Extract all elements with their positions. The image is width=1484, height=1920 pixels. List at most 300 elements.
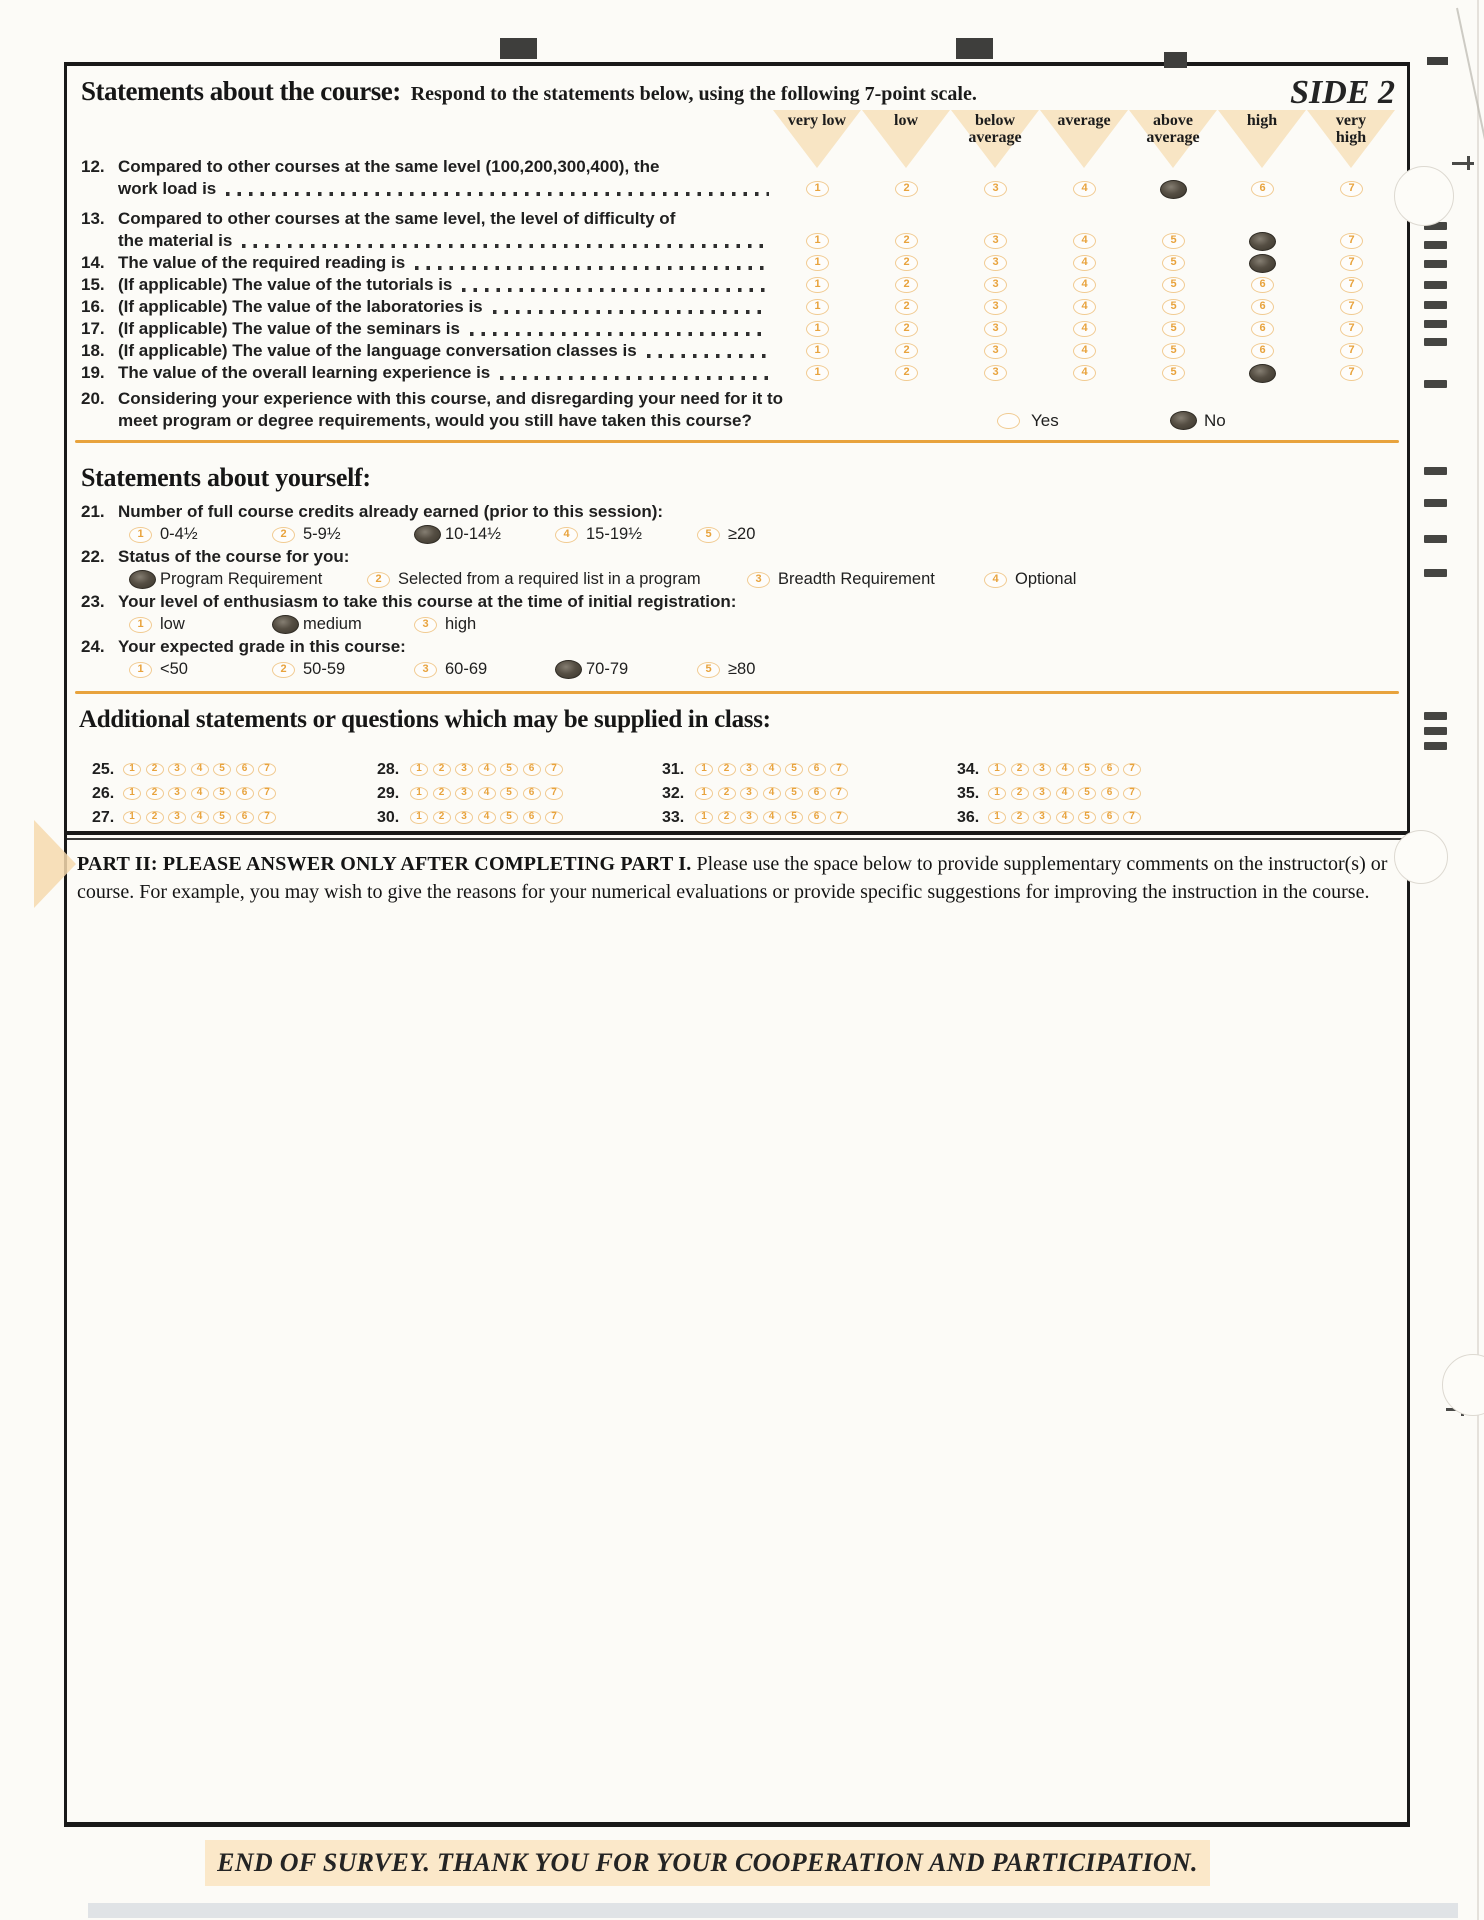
answer-bubble-2[interactable]: 2 <box>718 787 736 800</box>
question-number: 30. <box>377 809 400 826</box>
answer-bubble-7[interactable]: 7 <box>1340 321 1363 337</box>
answer-bubble-2[interactable]: 2 <box>433 763 451 776</box>
answer-bubble-1[interactable]: 1 <box>806 233 829 249</box>
option-bubble-5[interactable]: 5 <box>697 662 720 678</box>
answer-bubble-6[interactable]: 6 <box>1101 811 1119 824</box>
scale-header <box>67 112 1407 156</box>
registration-mark <box>1427 57 1448 65</box>
answer-bubble-6[interactable]: 6 <box>1251 277 1274 293</box>
timing-mark <box>1424 727 1447 735</box>
answer-bubble-6[interactable]: 6 <box>808 787 826 800</box>
option-label: high <box>445 615 477 633</box>
answer-bubble-1[interactable]: 1 <box>410 811 428 824</box>
question-number: 12. <box>81 157 105 176</box>
answer-bubble-4[interactable]: 4 <box>191 787 209 800</box>
answer-bubble-2[interactable]: 2 <box>895 233 918 249</box>
answer-bubble-5[interactable]: 5 <box>1078 787 1096 800</box>
additional-grid <box>67 760 1407 828</box>
additional-header: Additional statements or questions which may be supplied in class: <box>79 706 771 733</box>
answer-bubble-1[interactable]: 1 <box>695 787 713 800</box>
answer-bubble-3[interactable]: 3 <box>984 365 1007 381</box>
question-number: 33. <box>662 809 685 826</box>
answer-bubble-1[interactable]: 1 <box>806 365 829 381</box>
answer-bubble-3[interactable]: 3 <box>984 181 1007 197</box>
answer-bubble-1[interactable]: 1 <box>123 811 141 824</box>
answer-bubble-3[interactable]: 3 <box>984 277 1007 293</box>
question-text: Compared to other courses at the same level, the level of difficulty of <box>118 209 676 228</box>
answer-bubble-2[interactable]: 2 <box>718 763 736 776</box>
option-bubble-filled[interactable] <box>129 570 156 589</box>
option-label: ≥20 <box>728 525 756 543</box>
answer-bubble-3[interactable]: 3 <box>984 299 1007 315</box>
option-bubble-filled[interactable] <box>272 615 299 634</box>
question-number: 35. <box>957 785 980 802</box>
answer-bubble-4[interactable]: 4 <box>478 763 496 776</box>
answer-bubble-3[interactable]: 3 <box>984 343 1007 359</box>
answer-bubble-4[interactable]: 4 <box>1073 255 1096 271</box>
answer-bubble-7[interactable]: 7 <box>1123 763 1141 776</box>
timing-mark <box>1424 467 1447 475</box>
answer-bubble-1[interactable]: 1 <box>806 321 829 337</box>
option-bubble-1[interactable]: 1 <box>129 662 152 678</box>
answer-bubble-5[interactable]: 5 <box>1078 811 1096 824</box>
answer-bubble-1[interactable]: 1 <box>123 763 141 776</box>
option-label: Selected from a required list in a program <box>398 570 701 588</box>
option-label: 10-14½ <box>445 525 501 543</box>
question-number: 34. <box>957 761 980 778</box>
answer-bubble-1[interactable]: 1 <box>806 277 829 293</box>
answer-bubble-6[interactable]: 6 <box>236 763 254 776</box>
question-row <box>67 296 1407 318</box>
answer-bubble-2[interactable]: 2 <box>146 763 164 776</box>
question-text-line <box>118 362 773 384</box>
answer-bubble-5[interactable]: 5 <box>1162 365 1185 381</box>
question-number: 15. <box>81 275 105 294</box>
answer-bubble-6[interactable]: 6 <box>523 787 541 800</box>
answer-bubble-3[interactable]: 3 <box>1033 811 1051 824</box>
answer-bubble-5[interactable]: 5 <box>1162 277 1185 293</box>
answer-bubble-2[interactable]: 2 <box>1011 787 1029 800</box>
answer-bubble-5[interactable]: 5 <box>1162 321 1185 337</box>
answer-bubble-4[interactable]: 4 <box>1073 233 1096 249</box>
answer-bubble-3[interactable]: 3 <box>455 787 473 800</box>
answer-bubble-4[interactable]: 4 <box>1073 181 1096 197</box>
answer-bubble-2[interactable]: 2 <box>895 365 918 381</box>
part1-subtitle: Respond to the statements below, using the following 7-point scale. <box>410 83 977 105</box>
answer-bubble-yes[interactable] <box>997 413 1020 429</box>
answer-bubble-2[interactable]: 2 <box>895 255 918 271</box>
part1-header <box>81 76 1407 112</box>
footer-band <box>205 1840 1210 1886</box>
orange-section-rule <box>75 691 1399 694</box>
side-label: SIDE 2 <box>1290 74 1395 111</box>
dotted-leader <box>493 310 769 314</box>
answer-bubble-5[interactable]: 5 <box>785 763 803 776</box>
answer-bubble-7[interactable]: 7 <box>1340 365 1363 381</box>
answer-bubble-7[interactable]: 7 <box>545 787 563 800</box>
option-label: ≥80 <box>728 660 756 678</box>
dotted-leader <box>470 332 769 336</box>
timing-mark <box>1424 301 1447 309</box>
answer-bubble-3[interactable]: 3 <box>168 763 186 776</box>
question-row <box>67 340 1407 362</box>
answer-bubble-filled[interactable] <box>1170 411 1197 430</box>
answer-bubble-7[interactable]: 7 <box>830 811 848 824</box>
answer-bubble-7[interactable]: 7 <box>258 811 276 824</box>
question-number: 29. <box>377 785 400 802</box>
answer-bubble-7[interactable]: 7 <box>1340 277 1363 293</box>
answer-bubble-6[interactable]: 6 <box>1251 299 1274 315</box>
answer-bubble-3[interactable]: 3 <box>740 787 758 800</box>
question-number: 22. <box>81 547 105 566</box>
question-text-line: meet program or degree requirements, would you still have taken this course? <box>118 411 752 430</box>
answer-bubble-7[interactable]: 7 <box>1123 787 1141 800</box>
answer-bubble-6[interactable]: 6 <box>1101 763 1119 776</box>
question-number: 25. <box>92 761 115 778</box>
survey-form <box>64 62 1410 1827</box>
answer-bubble-7[interactable]: 7 <box>545 811 563 824</box>
question-text-line <box>118 230 773 252</box>
option-bubble-2[interactable]: 2 <box>272 527 295 543</box>
option-bubble-filled[interactable] <box>414 525 441 544</box>
answer-bubble-5[interactable]: 5 <box>500 763 518 776</box>
answer-bubble-2[interactable]: 2 <box>1011 811 1029 824</box>
answer-bubble-7[interactable]: 7 <box>1340 181 1363 197</box>
answer-bubble-1[interactable]: 1 <box>806 343 829 359</box>
answer-bubble-2[interactable]: 2 <box>433 787 451 800</box>
option-row <box>67 568 1407 591</box>
answer-bubble-4[interactable]: 4 <box>1056 811 1074 824</box>
answer-bubble-4[interactable]: 4 <box>1073 277 1096 293</box>
answer-bubble-1[interactable]: 1 <box>410 763 428 776</box>
answer-bubble-6[interactable]: 6 <box>523 811 541 824</box>
question-text-line <box>118 208 1407 230</box>
answer-bubble-7[interactable]: 7 <box>1340 233 1363 249</box>
scale-label: above average <box>1146 112 1200 146</box>
question-text: Compared to other courses at the same level (100,200,300,400), the <box>118 157 660 176</box>
answer-bubble-5[interactable]: 5 <box>1162 299 1185 315</box>
question-number: 27. <box>92 809 115 826</box>
question-number: 19. <box>81 363 105 382</box>
option-label: <50 <box>160 660 188 678</box>
question-number: 23. <box>81 592 105 611</box>
question-number: 32. <box>662 785 685 802</box>
answer-bubble-1[interactable]: 1 <box>806 181 829 197</box>
option-label: Breadth Requirement <box>778 570 935 588</box>
answer-bubble-5[interactable]: 5 <box>500 787 518 800</box>
option-label: 50-59 <box>303 660 346 678</box>
answer-bubble-1[interactable]: 1 <box>695 811 713 824</box>
answer-bubble-1[interactable]: 1 <box>988 787 1006 800</box>
answer-bubble-2[interactable]: 2 <box>895 181 918 197</box>
scale-label: average <box>1057 112 1111 129</box>
timing-mark <box>1424 742 1447 750</box>
question-text: (If applicable) The value of the language conversation classes is <box>118 341 637 360</box>
answer-bubble-3[interactable]: 3 <box>455 763 473 776</box>
option-label: Optional <box>1015 570 1077 588</box>
option-label: 5-9½ <box>303 525 341 543</box>
question-row <box>67 501 1407 523</box>
course-question-list <box>67 156 1407 432</box>
answer-bubble-4[interactable]: 4 <box>478 787 496 800</box>
registration-mark <box>956 38 993 59</box>
option-row <box>67 658 1407 681</box>
answer-bubble-2[interactable]: 2 <box>895 343 918 359</box>
option-bubble-3[interactable]: 3 <box>414 662 437 678</box>
question-row <box>67 156 1407 200</box>
question-number: 13. <box>81 209 105 228</box>
question-text: work load is <box>118 179 217 198</box>
answer-bubble-3[interactable]: 3 <box>984 321 1007 337</box>
answer-bubble-3[interactable]: 3 <box>984 255 1007 271</box>
comment-area[interactable] <box>67 906 1407 1786</box>
question-number: 17. <box>81 319 105 338</box>
question-row <box>67 252 1407 274</box>
answer-bubble-7[interactable]: 7 <box>1340 255 1363 271</box>
option-label: 0-4½ <box>160 525 198 543</box>
answer-bubble-1[interactable]: 1 <box>123 787 141 800</box>
option-bubble-4[interactable]: 4 <box>984 572 1007 588</box>
question-row <box>67 274 1407 296</box>
answer-bubble-4[interactable]: 4 <box>1056 763 1074 776</box>
option-label: Program Requirement <box>160 570 323 588</box>
answer-bubble-7[interactable]: 7 <box>545 763 563 776</box>
answer-bubble-4[interactable]: 4 <box>763 763 781 776</box>
answer-bubble-4[interactable]: 4 <box>763 787 781 800</box>
answer-bubble-6[interactable]: 6 <box>523 763 541 776</box>
question-number: 31. <box>662 761 685 778</box>
answer-bubble-filled[interactable] <box>1249 364 1276 383</box>
option-row <box>67 523 1407 546</box>
answer-bubble-5[interactable]: 5 <box>213 787 231 800</box>
question-row <box>67 591 1407 613</box>
crosshair-mark <box>1452 156 1474 170</box>
question-text: (If applicable) The value of the tutorials is <box>118 275 453 294</box>
question-text-line <box>118 296 773 318</box>
answer-bubble-3[interactable]: 3 <box>1033 787 1051 800</box>
question-number: 26. <box>92 785 115 802</box>
answer-bubble-7[interactable]: 7 <box>1123 811 1141 824</box>
answer-bubble-5[interactable]: 5 <box>213 811 231 824</box>
scan-diagonal-artifact <box>1456 8 1484 145</box>
answer-bubble-2[interactable]: 2 <box>895 277 918 293</box>
answer-bubble-1[interactable]: 1 <box>806 299 829 315</box>
answer-bubble-6[interactable]: 6 <box>1251 181 1274 197</box>
timing-mark <box>1424 260 1447 268</box>
question-row-20 <box>67 388 1407 432</box>
answer-bubble-1[interactable]: 1 <box>806 255 829 271</box>
question-text: Your level of enthusiasm to take this course at the time of initial registration: <box>118 592 737 611</box>
question-text: (If applicable) The value of the seminars is <box>118 319 460 338</box>
option-bubble-filled[interactable] <box>555 660 582 679</box>
question-text-line: Considering your experience with this course, and disregarding your need for it to <box>118 389 784 408</box>
answer-bubble-6[interactable]: 6 <box>1101 787 1119 800</box>
option-bubble-2[interactable]: 2 <box>367 572 390 588</box>
timing-mark <box>1424 535 1447 543</box>
question-number: 18. <box>81 341 105 360</box>
question-text-line <box>118 318 773 340</box>
question-text: The value of the overall learning experience is <box>118 363 491 382</box>
timing-mark <box>1424 320 1447 328</box>
option-label: medium <box>303 615 362 633</box>
part1-title: Statements about the course: <box>81 76 401 106</box>
answer-bubble-2[interactable]: 2 <box>895 321 918 337</box>
answer-bubble-5[interactable]: 5 <box>785 787 803 800</box>
part2-arrow-marker <box>34 820 76 908</box>
answer-bubble-2[interactable]: 2 <box>718 811 736 824</box>
scan-edge-line <box>1477 0 1479 1920</box>
question-text-line <box>118 252 773 274</box>
option-label: low <box>160 615 185 633</box>
scale-label: very low <box>787 112 847 129</box>
question-number: 24. <box>81 637 105 656</box>
answer-bubble-7[interactable]: 7 <box>258 763 276 776</box>
question-text-line <box>118 178 773 200</box>
answer-bubble-2[interactable]: 2 <box>433 811 451 824</box>
answer-bubble-5[interactable]: 5 <box>213 763 231 776</box>
scale-label: very high <box>1335 112 1367 146</box>
question-text: Status of the course for you: <box>118 547 350 566</box>
orange-section-rule <box>75 440 1399 443</box>
answer-bubble-6[interactable]: 6 <box>236 811 254 824</box>
answer-bubble-7[interactable]: 7 <box>258 787 276 800</box>
answer-bubble-7[interactable]: 7 <box>1340 343 1363 359</box>
dotted-leader <box>242 244 769 248</box>
answer-bubble-2[interactable]: 2 <box>1011 763 1029 776</box>
punch-hole <box>1394 830 1448 884</box>
dotted-leader <box>500 376 769 380</box>
answer-bubble-7[interactable]: 7 <box>830 787 848 800</box>
timing-mark <box>1424 380 1447 388</box>
timing-mark <box>1424 241 1447 249</box>
answer-bubble-1[interactable]: 1 <box>695 763 713 776</box>
answer-bubble-4[interactable]: 4 <box>763 811 781 824</box>
dotted-leader <box>462 288 769 292</box>
answer-bubble-filled[interactable] <box>1160 180 1187 199</box>
answer-bubble-filled[interactable] <box>1249 232 1276 251</box>
answer-bubble-3[interactable]: 3 <box>984 233 1007 249</box>
question-row <box>67 636 1407 658</box>
answer-bubble-5[interactable]: 5 <box>1078 763 1096 776</box>
answer-bubble-5[interactable]: 5 <box>500 811 518 824</box>
question-number: 36. <box>957 809 980 826</box>
answer-bubble-4[interactable]: 4 <box>191 811 209 824</box>
answer-bubble-6[interactable]: 6 <box>236 787 254 800</box>
answer-bubble-2[interactable]: 2 <box>146 811 164 824</box>
option-label: 15-19½ <box>586 525 642 543</box>
option-bubble-3[interactable]: 3 <box>414 617 437 633</box>
scan-bottom-strip <box>88 1903 1458 1918</box>
question-row <box>67 546 1407 568</box>
answer-bubble-4[interactable]: 4 <box>1073 365 1096 381</box>
option-bubble-2[interactable]: 2 <box>272 662 295 678</box>
answer-bubble-4[interactable]: 4 <box>1056 787 1074 800</box>
registration-mark <box>500 38 537 59</box>
option-label: Yes <box>1031 411 1059 430</box>
question-text: Your expected grade in this course: <box>118 637 406 656</box>
answer-bubble-7[interactable]: 7 <box>1340 299 1363 315</box>
question-row <box>67 208 1407 252</box>
answer-bubble-6[interactable]: 6 <box>808 763 826 776</box>
yourself-header: Statements about yourself: <box>81 463 371 492</box>
question-number: 21. <box>81 502 105 521</box>
answer-bubble-2[interactable]: 2 <box>146 787 164 800</box>
answer-bubble-5[interactable]: 5 <box>1162 233 1185 249</box>
answer-bubble-2[interactable]: 2 <box>895 299 918 315</box>
option-bubble-4[interactable]: 4 <box>555 527 578 543</box>
answer-bubble-7[interactable]: 7 <box>830 763 848 776</box>
answer-bubble-filled[interactable] <box>1249 254 1276 273</box>
question-row <box>67 318 1407 340</box>
answer-bubble-3[interactable]: 3 <box>168 787 186 800</box>
scale-label: low <box>894 112 918 129</box>
answer-bubble-6[interactable]: 6 <box>808 811 826 824</box>
question-text: (If applicable) The value of the laboratories is <box>118 297 483 316</box>
option-row <box>67 613 1407 636</box>
question-number: 20. <box>81 389 105 408</box>
answer-bubble-3[interactable]: 3 <box>740 763 758 776</box>
answer-bubble-4[interactable]: 4 <box>1073 321 1096 337</box>
part2-paragraph <box>77 850 1393 906</box>
option-label: 60-69 <box>445 660 488 678</box>
answer-bubble-4[interactable]: 4 <box>1073 343 1096 359</box>
option-bubble-1[interactable]: 1 <box>129 527 152 543</box>
answer-bubble-4[interactable]: 4 <box>1073 299 1096 315</box>
question-text-line <box>118 340 773 362</box>
part-divider-line <box>67 831 1407 840</box>
answer-bubble-1[interactable]: 1 <box>988 811 1006 824</box>
answer-bubble-1[interactable]: 1 <box>410 787 428 800</box>
option-bubble-1[interactable]: 1 <box>129 617 152 633</box>
dotted-leader <box>415 266 769 270</box>
question-row <box>67 362 1407 384</box>
answer-bubble-3[interactable]: 3 <box>455 811 473 824</box>
scale-label: below average <box>968 112 1022 146</box>
answer-bubble-6[interactable]: 6 <box>1251 321 1274 337</box>
question-text: The value of the required reading is <box>118 253 406 272</box>
option-bubble-3[interactable]: 3 <box>747 572 770 588</box>
dotted-leader <box>226 192 769 196</box>
option-label: No <box>1204 411 1226 430</box>
answer-bubble-3[interactable]: 3 <box>1033 763 1051 776</box>
dotted-leader <box>647 354 769 358</box>
answer-bubble-4[interactable]: 4 <box>191 763 209 776</box>
registration-mark <box>1164 52 1187 68</box>
option-bubble-5[interactable]: 5 <box>697 527 720 543</box>
part2-lead: PART II: PLEASE ANSWER ONLY AFTER COMPLETING PART I. <box>77 853 692 875</box>
question-text-line <box>118 274 773 296</box>
answer-bubble-1[interactable]: 1 <box>988 763 1006 776</box>
question-number: 16. <box>81 297 105 316</box>
timing-mark <box>1424 712 1447 720</box>
answer-bubble-3[interactable]: 3 <box>168 811 186 824</box>
question-text: Number of full course credits already earned (prior to this session): <box>118 502 664 521</box>
answer-bubble-4[interactable]: 4 <box>478 811 496 824</box>
question-number: 14. <box>81 253 105 272</box>
punch-hole <box>1394 166 1454 226</box>
timing-mark <box>1424 338 1447 346</box>
question-text: the material is <box>118 231 233 250</box>
answer-bubble-5[interactable]: 5 <box>785 811 803 824</box>
timing-mark <box>1424 569 1447 577</box>
yourself-question-list <box>67 501 1407 681</box>
option-label: 70-79 <box>586 660 629 678</box>
answer-bubble-6[interactable]: 6 <box>1251 343 1274 359</box>
answer-bubble-3[interactable]: 3 <box>740 811 758 824</box>
answer-bubble-5[interactable]: 5 <box>1162 255 1185 271</box>
timing-mark <box>1424 281 1447 289</box>
answer-bubble-5[interactable]: 5 <box>1162 343 1185 359</box>
